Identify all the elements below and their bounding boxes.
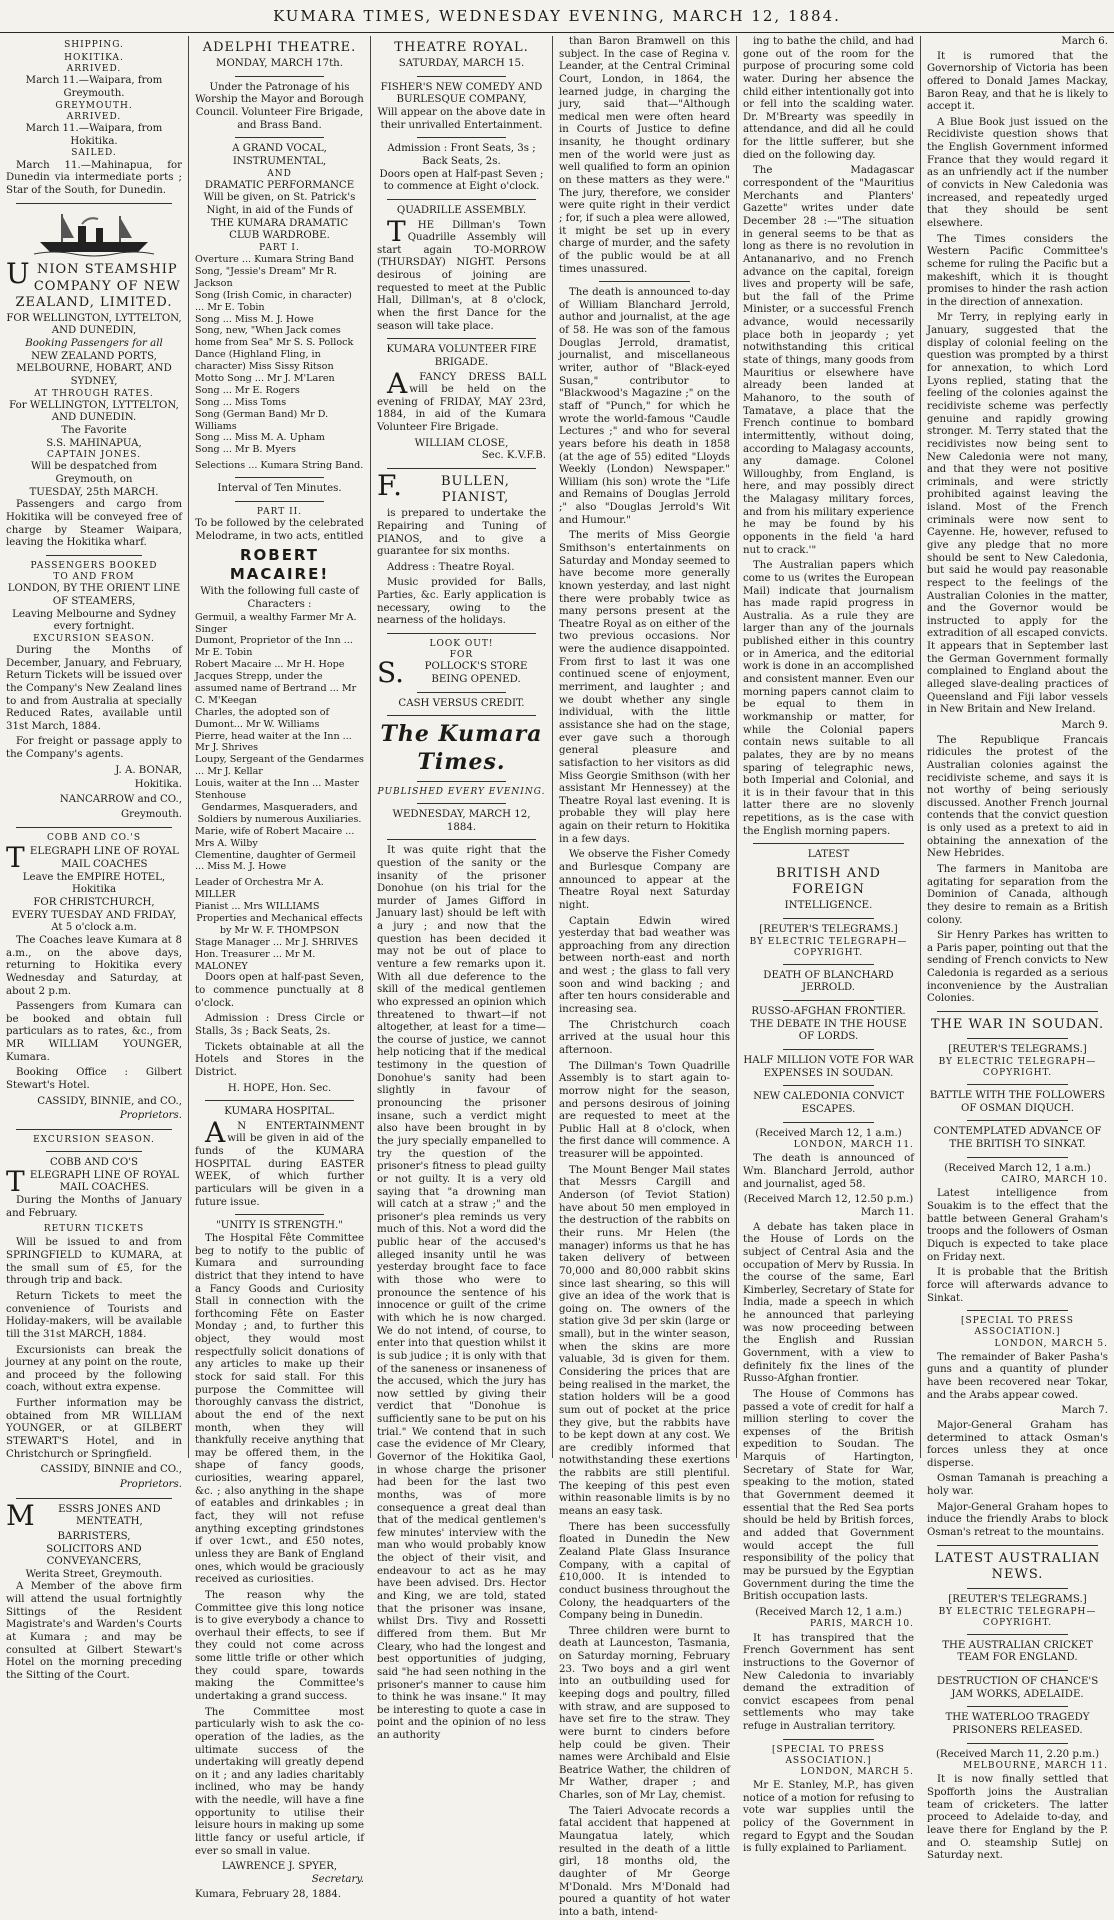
copyright-line: BY ELECTRIC TELEGRAPH—COPYRIGHT.: [938, 1056, 1097, 1078]
news-paragraph: The Australian papers which come to us (writes the European Mail) indicate that journalism has made rapid progress in Australia. As a rule they are larger than any of the journals published either in this country or in America, and the editorial work is done in an accomplished and consistent manner. Even our morning papers cannot claim to be equal to them in workmanship or matter, for while the Colonial papers contain news suitable to all palates, they are by no means sparing of telegraphic news, both Imperial and Colonial, and it is in their favour that in this latter there are no slovenly repetitions, as is the case with the English morning papers.: [743, 560, 914, 837]
return-title: RETURN TICKETS: [43, 1224, 145, 1235]
news-paragraph: ing to bathe the child, and had gone out of the room for the purpose of procuring some cold water. During her absence the child either intentionally got into or fell into the scalding water. Dr. M'Brearty was speedily in attendance, and did all he could for the little sufferer, but she died on the following day.: [743, 36, 914, 161]
ad-signature: Proprietors.: [119, 1478, 182, 1490]
ad-body: Tickets obtainable at all the Hotels and Stores in the District.: [195, 1041, 364, 1078]
cast-item: Dumont, Proprietor of the Inn ... Mr E. Tobin: [195, 635, 353, 659]
theatre-royal-title: THEATRE ROYAL.: [394, 40, 529, 55]
news-heading: RUSSO-AFGHAN FRONTIER.: [751, 1006, 906, 1018]
dateline: CAIRO, MARCH 10.: [1001, 1175, 1108, 1186]
program-item: Song ... Miss M. A. Upham: [195, 432, 325, 444]
adelphi-date: MONDAY, MARCH 17th.: [216, 58, 343, 70]
ad-line: PASSENGERS BOOKED: [30, 560, 158, 571]
news-heading: DEATH OF BLANCHARD JERROLD.: [763, 969, 894, 994]
news-heading: DESTRUCTION OF CHANCE'S JAM WORKS, ADELAIDE.: [936, 1676, 1099, 1700]
news-paragraph: A debate has taken place in the House of Lords on the subject of Central Asia and the occupation of Merv by Russia. In the course of the same, Earl Kimberley, Secretary of State for India, made a speech in which he announced that parleying was now proceeding between the English and Russian Government, with a view to definitely fix the lines of the Russo-Afghan frontier.: [743, 1221, 914, 1385]
news-paragraph: Latest intelligence from Souakim is to the effect that the battle between General Graham's troops and the followers of Osman Diquch is expected to take place on Friday next.: [927, 1188, 1108, 1263]
ad-body: AFANCY DRESS BALL will be held on the evening of FRIDAY, MAY 23rd, 1884, in aid of the Kumara Volunteer Fire Brigade.: [377, 366, 546, 434]
ad-body: A Member of the above firm will attend the usual fortnightly Sittings of the Resident Magistrate's and Warden's Courts at Kumara ; and may be consulted at Gilbert Stewart's Hotel on the morning preceding the Sitting of the Court.: [6, 1581, 182, 1681]
ad-signature: Proprietors.: [119, 1110, 182, 1122]
program-item: Song ... Miss M. J. Howe: [195, 313, 314, 325]
news-heading: CONTEMPLATED ADVANCE OF THE BRITISH TO SINKAT.: [933, 1126, 1102, 1151]
column-6: [920, 36, 1114, 1862]
agent-name: J. A. BONAR,: [115, 764, 182, 776]
news-paragraph: Major-General Graham hopes to induce the friendly Arabs to block Osman's retreat to the mountains.: [927, 1501, 1108, 1539]
ad-body: Doors open at half-past Seven, to commence punctually at 8 o'clock.: [195, 972, 364, 1009]
news-paragraph: It is probable that the British force will afterwards advance to Sinkat.: [927, 1267, 1108, 1304]
ad-body: AN ENTERTAINMENT will be given in aid of the funds of the KUMARA HOSPITAL during EASTER WEEK, of which further particulars will be given in a future issue.: [195, 1115, 364, 1208]
staff-item: Leader of Orchestra Mr A. MILLER: [195, 877, 324, 901]
staff-item: Pianist ... Mrs WILLIAMS: [195, 901, 320, 913]
shipping-line: March 11.—Mahinapua, for Dunedin via intermediate ports ; Star of the South, for Dunedin.: [6, 159, 182, 196]
ad-line: TO AND FROM: [53, 572, 135, 583]
ad-line: EVERY TUESDAY AND FRIDAY,: [11, 909, 177, 921]
ad-line: S.S. MAHINAPUA,: [46, 437, 142, 449]
ad-body: The Committee most particularly wish to ask the co-operation of the ladies, as the ultimate success of the undertaking will greatly depend on it ; and any ladies charitably inclined, who may be handy with the needle, will have a fine opportunity to utilise their leisure hours in making up some little fancy or useful article, if ever so small in value.: [195, 1706, 364, 1857]
dateline: March 6.: [1061, 36, 1108, 47]
news-paragraph: It is now finally settled that Spofforth joins the Australian team of cricketers. The latter proceed to Adelaide to-day, and leave there for England by the P. and O. steamship Sutlej on Saturday next.: [927, 1774, 1108, 1862]
ad-line: S.POLLOCK'S STORE BEING OPENED.: [377, 656, 528, 690]
program-item: Song ... Miss Toms: [195, 396, 287, 408]
special-label: [SPECIAL TO PRESS ASSOCIATION.]: [961, 1316, 1074, 1338]
ad-line: THE KUMARA DRAMATIC CLUB WARDROBE.: [210, 217, 349, 242]
dateline: PARIS, MARCH 10.: [809, 1619, 914, 1630]
reuters-label: [REUTER'S TELEGRAMS.]: [759, 923, 898, 935]
ad-line: FOR: [449, 650, 474, 661]
program-item: Selections ... Kumara String Band.: [195, 460, 364, 472]
ad-line: SATURDAY, MARCH 15.: [398, 58, 525, 70]
dateline: March 11.: [860, 1206, 914, 1218]
ad-body: Music provided for Balls, Parties, &c. Early application is necessary, owing to the nearness of the holidays.: [377, 577, 546, 627]
ad-line: Werita Street, Greymouth.: [25, 1568, 163, 1580]
issue-date: WEDNESDAY, MARCH 12, 1884.: [392, 808, 531, 833]
ad-line: BARRISTERS,: [57, 1530, 131, 1542]
ad-body: During the Months of January and February.: [6, 1195, 182, 1219]
news-heading: NEW CALEDONIA CONVICT ESCAPES.: [753, 1091, 904, 1115]
ad-line: TUESDAY, 25th MARCH.: [29, 486, 159, 498]
news-paragraph: It is rumored that the Governorship of Victoria has been offered to Donald James Mackay, Baron Reay, and that he is likely to accept it.: [927, 50, 1108, 113]
british-foreign-title: BRITISH AND FOREIGN: [776, 866, 881, 898]
part-heading: PART I.: [259, 242, 300, 253]
editorial-paragraph: It was quite right that the question of the sanity or the insanity of the prisoner Donohue (on his trial for the murder of James Gifford in January last) should be left with a jury ; and now that the question has been decided it may not be out of place to venture a few remarks upon it. With all due deference to the skill of the medical gentlemen who expressed an opinion which threatened to thwart—if not altogether, at least for a time—the course of justice, we cannot help noticing that if the medical testimony in the question of Donohue's sanity had been slightly in favour of pronouncing the prisoner insane, such a verdict might also have been brought in by the jury specially empanelled to try the question of the prisoner's fitness to plead guilty or not guilty. It is a very old saying that "a drowning man will catch at a straw ;" and the prisoner's plea reminds us very much of this. Not a word did the public hear of the accused's alleged insanity until he was yesterday brought face to face with those who were to pronounce the sentence of his innocence or guilt of the crime with which he is now charged. We do not intend, of course, to enter into that question whilst it is sub judice ; it is only with that of the saneness or insaneness of the accused, which the jury has now settled by giving their verdict that "Donohue is sufficiently sane to be put on his trial." We contend that in such case the evidence of Mr Cleary, Governor of the Hokitika Gaol, in whose charge the prisoner had been for the last two months, was of more consequence a great deal than that of the medical gentlemen's few minutes' interview with the man who would probably know the object of their visit, and endeavour to act as he may have been advised. Drs. Hector and King, we are told, stated that the prisoner was insane, whilst Drs. Tivy and Rossetti differed from them. But Mr Cleary, who had the longest and best opportunities of judging, said "he had seen nothing in the prisoner's manner to cause him to think he was insane." It may be interesting to quote a case in point and the opinion of no less an authority: [377, 845, 546, 1742]
interval-note: Interval of Ten Minutes.: [217, 483, 342, 495]
agent-name: NANCARROW and CO.,: [59, 794, 182, 806]
news-paragraph: Sir Henry Parkes has written to a Paris paper, pointing out that the sending of French convicts to New Caledonia is regarded as a serious inconvenience by the Australian Colonies.: [927, 930, 1108, 1005]
copyright-line: BY ELECTRIC TELEGRAPH—COPYRIGHT.: [749, 936, 908, 958]
ad-line: Doors open at Half-past Seven ; to commence at Eight o'clock.: [379, 168, 544, 193]
ad-body: The Coaches leave Kumara at 8 a.m., on the above days, returning to Hokitika every Wednesday and Saturday, at about 2 p.m.: [6, 934, 182, 997]
ad-line: "UNITY IS STRENGTH.": [216, 1220, 343, 1232]
ad-line: COBB AND CO'S: [50, 1157, 138, 1169]
shipping-line: ARRIVED.: [66, 64, 122, 75]
news-heading: THE DEBATE IN THE HOUSE OF LORDS.: [750, 1018, 907, 1043]
dateline: March 9.: [1061, 719, 1108, 731]
news-paragraph: The merits of Miss Georgie Smithson's entertainments on Saturday and Monday seemed to have become more generally known yesterday, and last night there were probably twice as many persons present at the Theatre Royal as on either of the two previous occasions. Nor were the audience disappointed. From first to last it was one continued scene of enjoyment, merriment, and laughter ; and we doubt whether any single individual, with the little assistance she had on the stage, ever gave such a thorough general pleasure and satisfaction to her visitors as did Miss Georgie Smithson (with her assistant Mr Hennessey) at the Theatre Royal last evening. It is probable they will play here again on their return to Hokitika in a few days.: [559, 530, 730, 845]
ad-line: FOR WELLINGTON, LYTTELTON, AND DUNEDIN,: [6, 312, 182, 337]
ad-body: Return Tickets to meet the convenience of Tourists and Holiday-makers, will be available till the 31st MARCH, 1884.: [6, 1291, 182, 1340]
dateline: March 7.: [1061, 1405, 1108, 1417]
ad-line: Leaving Melbourne and Sydney every fortnight.: [12, 608, 176, 633]
news-paragraph: Three children were burnt to death at Launceston, Tasmania, on Saturday morning, February 23. Two boys and a girl went into an outbuilding used for keeping dogs and poultry, filled with straw, and are supposed to have set fire to the straw. They were burnt to cinders before help could be given. Their names were Archibald and Elsie Beatrice Wather, the children of Mr Wather, draper ; and Charles, son of Mr Lay, chemist.: [559, 1625, 730, 1802]
program-item: Overture ... Kumara String Band: [195, 254, 354, 266]
column-4: [552, 36, 736, 1918]
column-2: [188, 36, 370, 1900]
hospital-title: KUMARA HOSPITAL.: [224, 1106, 335, 1118]
column-5: [736, 36, 920, 1855]
ad-signature: LAWRENCE J. SPYER,: [221, 1861, 338, 1873]
jones-menteath-ad: [6, 1498, 182, 1683]
ad-line: At 5 o'clock a.m.: [51, 922, 137, 934]
cast-item: Germuil, a wealthy Farmer Mr A. Singer: [195, 611, 357, 635]
ad-line: Will be given, on St. Patrick's Night, in aid of the Funds of: [203, 192, 356, 217]
shipping-line: March 11.—Waipara, from Hokitika.: [25, 123, 163, 147]
news-paragraph: The Christchurch coach arrived at the usual hour this afternoon.: [559, 1019, 730, 1056]
ad-body: The Hospital Fête Committee beg to notify to the public of Kumara and surrounding district that they intend to have a Fancy Goods and Curiosity Stall in connection with the forthcoming Fête on Easter Monday ; and, to further this object, they would most respectfully solicit donations of any articles to make up their stock for said stall. For this purpose the Committee will thoroughly canvass the district, about the end of the next month, when they will thankfully receive anything that may be offered them, in the shape of fancy goods, curiosities, wearing apparel, &c. ; also anything in the shape of eatables and drinkables ; in fact, they will not refuse anything excepting grindstones if over 1cwt., and £50 notes, unless they are Bank of England ones, which would be graciously received as curiosities.: [195, 1232, 364, 1586]
received-line: (Received March 12, 1 a.m.): [944, 1162, 1091, 1174]
cast-item: Louis, waiter at the Inn ... Master Stenhouse: [195, 778, 359, 802]
play-title: ROBERT MACAIRE!: [229, 546, 330, 583]
bullen-title: F.BULLEN, PIANIST,: [377, 469, 510, 506]
agent-name: Greymouth.: [120, 808, 182, 820]
news-paragraph: Mr E. Stanley, M.P., has given notice of a motion for refusing to vote war supplies until the policy of the Government in regard to Egypt and the Soudan is fully explained to Parliament.: [743, 1780, 914, 1855]
quadrille-title: QUADRILLE ASSEMBLY.: [396, 204, 527, 216]
shipping-line: ARRIVED.: [66, 111, 122, 122]
ad-line: The Favorite: [61, 425, 127, 437]
ad-line: DRAMATIC PERFORMANCE: [204, 179, 355, 191]
column-3: [370, 36, 552, 1742]
ad-line: AT THROUGH RATES.: [34, 388, 154, 399]
program-item: Song ... Mr B. Myers: [195, 444, 296, 456]
shipping-title: SHIPPING.: [64, 40, 124, 50]
ad-body: Address : Theatre Royal.: [387, 561, 515, 573]
news-paragraph: The Madagascar correspondent of the "Mauritius Merchants and Planters' Gazette" writes under date December 28 :—"The situation in general seems to be that as long as there is no revolution in Antananarivo, and no French advance on the capital, foreign lives and property will be safe, but the fall of the Prime Minister, or a successful French advance, would necessarily place both in jeopardy ; yet notwithstanding this critical state of things, many goods from Mauritius or elsewhere have already been landed at Mahanoro, to the south of Tamatave, a place that the French continue to bombard intermittently, without doing, according to Malagasy accounts, any damage. Colonel Willoughby, from England, is here, and may possibly direct the Malagasy military forces, and from his military experience he may be found by his opponents in the field 'a hard nut to crack.'": [743, 165, 914, 556]
news-paragraph: The Times considers the Western Pacific Committee's scheme for ruling the Pacific but a makeshift, which it is thought promises to hinder the rash action in the direction of annexation.: [927, 233, 1108, 308]
ad-line: FOR CHRISTCHURCH,: [33, 897, 155, 909]
ad-line: With the following full caste of Characters :: [200, 586, 359, 611]
cast-item: Pierre, head waiter at the Inn ... Mr J. Shrives: [195, 730, 352, 754]
cast-item: Loupy, Sergeant of the Gendarmes ... Mr J. Kellar: [195, 754, 364, 778]
news-paragraph: Major-General Graham has determined to attack Osman's forces unless they at once disperse.: [927, 1419, 1108, 1469]
newspaper-nameplate: The Kumara Times.: [380, 721, 543, 775]
ad-body: Excursionists can break the journey at any point on the route, and proceed by the following coach, without extra expense.: [6, 1344, 182, 1394]
ad-body: Passengers from Kumara can be booked and obtain full particulars as to rates, &c., from MR WILLIAM YOUNGER, Kumara.: [6, 1001, 182, 1063]
news-paragraph: The remainder of Baker Pasha's guns and a quantity of plunder have been recovered near Tokar, and the Arabs appear cowed.: [927, 1351, 1108, 1401]
part-heading: PART II.: [256, 506, 303, 517]
ad-body: Booking Office : Gilbert Stewart's Hotel.: [6, 1067, 182, 1091]
news-paragraph: There has been successfully floated in Dunedin the New Zealand Plate Glass Insurance Company, with a capital of £10,000. It is intended to conduct business throughout the Colony, the headquarters of the Company being in Dunedin.: [559, 1521, 730, 1622]
reuters-label: [REUTER'S TELEGRAMS.]: [948, 1044, 1087, 1056]
ad-line: LONDON, BY THE ORIENT LINE OF STEAMERS,: [7, 583, 181, 607]
steamship-icon: [34, 210, 154, 256]
ad-body: is prepared to undertake the Repairing and Tuning of PIANOS, and to give a guarantee for six months.: [377, 508, 546, 558]
ad-date: Kumara, February 28, 1884.: [195, 1888, 342, 1900]
news-paragraph: The Republique Francais ridicules the protest of the Australian colonies against the recidiviste scheme, and says it is not worthy of being seriously discussed. Another French journal contends that the convict question is only used as a pretext to aid in obtaining the annexation of the New Hebrides.: [927, 734, 1108, 860]
news-paragraph: We observe the Fisher Comedy and Burlesque Company are announced to appear at the Theatre Royal next Saturday night.: [559, 849, 730, 911]
news-paragraph: The death is announced to-day of William Blanchard Jerrold, author and journalist, at the age of 58. He was son of the famous Douglas Jerrold, dramatist, journalist, and miscellaneous writer, author of "Black-eyed Susan," contributor to "Blackwood's Magazine ;" on the staff of "Punch," for which he wrote the world-famous "Caudle Lectures ;" and who for several years before his death in 1858 (at the age of 55) edited "Lloyds Weekly (London) Newspaper." William (his son) wrote the "Life and Remains of Douglas Jerrold ;" also "Douglas Jerrold's Wit and Humour.": [559, 287, 730, 526]
reuters-label: [REUTER'S TELEGRAMS.]: [948, 1593, 1087, 1605]
ad-signature: H. HOPE, Hon. Sec.: [227, 1082, 332, 1094]
copyright-line: BY ELECTRIC TELEGRAPH—COPYRIGHT.: [938, 1606, 1097, 1628]
ad-signature: CASSIDY, BINNIE and CO.,: [40, 1464, 182, 1476]
ad-body: During the Months of December, January, and February, Return Tickets will be issued over the Company's New Zealand lines to and from Australia at specially Reduced Rates, available until 31st March, 1884.: [6, 644, 182, 732]
ad-line: CASH VERSUS CREDIT.: [398, 697, 525, 709]
news-paragraph: It has transpired that the French Government has sent instructions to the Governor of New Caledonia to invariably demand the extradition of convict escapees from penal settlements who may take refuge in Australian territory.: [743, 1632, 914, 1733]
ad-body: Further information may be obtained from MR WILLIAM YOUNGER, or at GILBERT STEWART'S Hotel, and in Christchurch or Springfield.: [6, 1398, 182, 1460]
received-line: (Received March 11, 2.20 p.m.): [935, 1748, 1100, 1760]
ad-line: TELEGRAPH LINE OF ROYAL MAIL COACHES.: [6, 1164, 179, 1198]
ad-line: EXCURSION SEASON.: [33, 633, 155, 644]
news-heading: BATTLE WITH THE FOLLOWERS OF OSMAN DIQUCH.: [929, 1090, 1106, 1114]
union-steamship-ad: [6, 257, 182, 821]
staff-item: Stage Manager ... Mr J. SHRIVES: [195, 936, 359, 948]
ad-line: AND: [267, 168, 292, 179]
lookout-line: LOOK OUT!: [429, 639, 494, 650]
news-paragraph: A Blue Book just issued on the Recidiviste question shows that the English Government informed France that they would regard it as an unfriendly act if the number of convicts in New Caledonia was increased, and repeatedly urged that they should be sent elsewhere.: [927, 116, 1108, 229]
war-soudan-title: THE WAR IN SOUDAN.: [930, 1017, 1105, 1033]
ad-body: THE Dillman's Town Quadrille Assembly will start again TO-MORROW (THURSDAY) NIGHT. Persons desirous of joining are requested to meet at the Public Hall, Dillman's, at 8 o'clock, when the first Dance for the season will take place.: [377, 214, 546, 332]
cast-item: Robert Macaire ... Mr H. Hope: [195, 659, 345, 671]
cobb-title: COBB AND CO.'S: [46, 833, 142, 844]
received-line: (Received March 12, 12.50 p.m.): [743, 1194, 914, 1206]
ad-body: Will be issued to and from SPRINGFIELD to KUMARA, at the small sum of £5, for the through trip and back.: [6, 1237, 182, 1287]
dateline: MELBOURNE, MARCH 11.: [963, 1761, 1108, 1772]
news-paragraph: The death is announced of Wm. Blanchard Jerrold, author and journalist, aged 58.: [743, 1153, 914, 1190]
program-item: Song, new, "When Jack comes home from Sea" Mr S. S. Pollock: [195, 325, 354, 349]
masthead: KUMARA TIMES, WEDNESDAY EVENING, MARCH 12, 1884.: [0, 0, 1114, 33]
news-paragraph: than Baron Bramwell on this subject. In the case of Regina v. Leander, at the Central Criminal Court, London, in 1864, the learned judge, in charging the jury, said that—"Although medical men were often heard in Courts of Justice to define insanity, he thought ordinary men of the world were just as well qualified to form an opinion on these matters as they were." The jury, therefore, we consider were quite right in their verdict ; for, if such a plea were allowed, it might be set up in every charge of murder, and the safety of the public would be at all times unassured.: [559, 36, 730, 275]
news-paragraph: The Dillman's Town Quadrille Assembly is to start again to-morrow night for the season, and persons desirous of joining are requested to meet at the Public Hall at 8 o'clock, when the first dance will commence. A treasurer will be appointed.: [559, 1060, 730, 1161]
news-paragraph: Osman Tamanah is preaching a holy war.: [927, 1473, 1108, 1498]
ad-body: The reason why the Committee give this long notice is to give everybody a chance to overhaul their effects, to see if they could not come across some little trifle or other which they could spare, towards making the Committee's undertaking a grand success.: [195, 1589, 364, 1702]
section-subtitle: INTELLIGENCE.: [784, 900, 873, 912]
shipping-line: GREYMOUTH.: [55, 100, 133, 111]
agent-name: Hokitika.: [134, 779, 182, 791]
ad-line: For WELLINGTON, LYTTELTON, AND DUNEDIN.: [9, 399, 179, 424]
adelphi-title: ADELPHI THEATRE.: [202, 40, 357, 55]
ad-body: Passengers and cargo from Hokitika will be conveyed free of charge by Steamer Waipara, leaving the Hokitika wharf.: [6, 499, 182, 549]
dateline: LONDON, MARCH 5.: [994, 1338, 1108, 1349]
excursion-title: EXCURSION SEASON.: [33, 1134, 155, 1145]
ad-line: Leave the EMPIRE HOTEL, Hokitika: [22, 871, 166, 896]
ad-line: Booking Passengers for all: [25, 338, 163, 350]
ad-line: FISHER'S NEW COMEDY AND BURLESQUE COMPANY,: [380, 81, 543, 106]
ad-line: Admission : Front Seats, 3s ; Back Seats, 2s.: [387, 143, 536, 167]
column-1: [0, 36, 188, 1681]
ad-line: Under the Patronage of his Worship the Mayor and Borough Council. Volunteer Fire Brigade, and Brass Band.: [195, 81, 364, 131]
cast-item: Jacques Strepp, under the assumed name of Bertrand ... Mr C. M'Keegan: [195, 671, 357, 706]
fire-brigade-title: KUMARA VOLUNTEER FIRE BRIGADE.: [386, 344, 537, 368]
program-item: Song, "Jessie's Dream" Mr R. Jackson: [195, 266, 337, 289]
special-label: [SPECIAL TO PRESS ASSOCIATION.]: [772, 1744, 885, 1766]
ad-line: NEW ZEALAND PORTS, MELBOURNE, HOBART, AND SYDNEY,: [16, 350, 172, 387]
union-steamship-title: UNION STEAMSHIP COMPANY OF NEW ZEALAND, LIMITED.: [6, 257, 181, 310]
cast-item: Charles, the adopted son of Dumont... Mr W. Williams: [195, 706, 330, 730]
news-paragraph: Captain Edwin wired yesterday that bad weather was approaching from any direction between north-east and north and west ; the glass to fall very soon and wind backing ; and after ten hours considerable and increasing sea.: [559, 915, 730, 1016]
section-kicker: LATEST: [807, 849, 850, 861]
australian-news-title: LATEST AUSTRALIAN NEWS.: [934, 1550, 1101, 1582]
ad-signature: Sec. K.V.F.B.: [481, 450, 546, 462]
program-item: Song (German Band) Mr D. Williams: [195, 408, 329, 432]
news-paragraph: The House of Commons has passed a vote of credit for half a million sterling to cover the expenses of the British expedition to Soudan. The Marquis of Hartington, Secretary of State for War, speaking to the motion, stated that Government deemed it essential that the Red Sea ports should be held by British forces, and added that Government would accept the full responsibility of the policy that may be pursued by the Egyptian Government during the time the British occupation lasts.: [743, 1388, 914, 1603]
cast-item: Marie, wife of Robert Macaire ... Mrs A. Wilby: [195, 825, 355, 849]
news-paragraph: The Mount Benger Mail states that Messrs Cargill and Anderson (of Teviot Station) have about 50 men employed in the destruction of the rabbits on their runs. Mr Helen (the manager) informs us that he has taken delivery of between 70,000 and 80,000 rabbit skins since last shearing, so this will give an idea of the work that is going on. The owners of the station give 3d per skin (large or small), but in the winter season, when the skins are more valuable, 3d is given for them. Considering the prices that are being realised in the market, the station holders will be a good sum out of pocket at the price they give, but the rabbits have to be kept down at any cost. We are credibly informed that notwithstanding these exertions the rabbits are still plentiful. The keeping of this pest even within reasonable limits is by no means an easy task.: [559, 1164, 730, 1518]
cobb-coaches-ad: [6, 833, 182, 1123]
dateline: LONDON, MARCH 5.: [800, 1767, 914, 1778]
ad-line: SOLICITORS AND CONVEYANCERS,: [46, 1543, 142, 1568]
dateline: LONDON, MARCH 11.: [793, 1140, 914, 1151]
ad-body: Admission : Dress Circle or Stalls, 3s ; Back Seats, 2s.: [195, 1013, 364, 1037]
cast-item: Gendarmes, Masqueraders, and Soldiers by numerous Auxiliaries.: [197, 801, 362, 825]
staff-item: Properties and Mechanical effects by Mr W. F. THOMPSON: [196, 912, 363, 936]
received-line: (Received March 12, 1 a.m.): [755, 1606, 902, 1618]
ad-line: CAPTAIN JONES.: [47, 450, 141, 461]
excursion-ad: [6, 1135, 182, 1492]
published-line: PUBLISHED EVERY EVENING.: [377, 786, 546, 797]
received-line: (Received March 12, 1 a.m.): [755, 1127, 902, 1139]
menteath-title: MESSRS JONES AND MENTEATH,: [6, 1498, 161, 1532]
program-item: Dance (Highland Fling, in character) Miss Sissy Ritson: [195, 349, 334, 373]
ad-line: A GRAND VOCAL, INSTRUMENTAL,: [232, 143, 327, 167]
shipping-section: [6, 40, 182, 197]
news-paragraph: The Taieri Advocate records a fatal accident that happened at Maungatua lately, which resulted in the death of a little girl, 18 months old, the daughter of Mr George M'Donald. Mrs M'Donald had poured a quantity of hot water into a bath, intend-: [559, 1805, 730, 1918]
program-item: Motto Song ... Mr J. M'Laren: [195, 373, 335, 385]
news-heading: THE WATERLOO TRAGEDY PRISONERS RELEASED.: [945, 1712, 1090, 1737]
shipping-line: March 11.—Waipara, from Greymouth.: [25, 75, 163, 100]
news-paragraph: Mr Terry, in replying early in January, suggested that the display of colonial feeling on the question was prompted by a thirst for annexation, to which Lord Lyons replied, stating that the feeling of the colonies against the recidiviste scheme was perfectly genuine and rapidly growing stronger. M. Terry stated that the recidivistes now being sent to New Caledonia were not many, and that they were not positive criminals, and were strictly prohibited against leaving the island. Most of the French criminals were now sent to Cayenne. He, however, refused to give any pledge that no more should be sent to New Caledonia, but said he would pay reasonable respect to the feelings of the Australian Colonies in the matter, and the Governor would be instructed to apply for the extradition of all escaped convicts. It appears that in September last the German Government formally complained to England about the alleged slave-dealing practices of Queensland and Fiji labor vessels in New Britain and New Ireland.: [927, 312, 1108, 716]
news-heading: THE AUSTRALIAN CRICKET TEAM FOR ENGLAND.: [942, 1639, 1093, 1664]
ad-line: Will be despatched from Greymouth, on: [30, 461, 158, 486]
ad-line: TELEGRAPH LINE OF ROYAL MAIL COACHES: [6, 841, 179, 875]
ad-line: Will appear on the above date in their unrivalled Entertainment.: [377, 107, 546, 131]
ad-line: To be followed by the celebrated Melodrame, in two acts, entitled: [195, 517, 364, 542]
ad-signature: CASSIDY, BINNIE, and CO.,: [37, 1095, 182, 1107]
ad-body: For freight or passage apply to the Company's agents.: [6, 736, 182, 761]
ad-signature: WILLIAM CLOSE,: [414, 437, 509, 449]
ad-signature: Secretary.: [311, 1873, 364, 1885]
program-item: Song (Irish Comic, in character) ... Mr E. Tobin: [195, 289, 352, 313]
staff-item: Hon. Treasurer ... Mr M. MALONEY: [195, 948, 316, 972]
cast-item: Clementine, daughter of Germeil ... Miss M. J. Howe: [195, 849, 356, 873]
shipping-line: HOKITIKA.: [64, 53, 124, 64]
program-item: Song ... Mr E. Rogers: [195, 384, 300, 396]
news-heading: HALF MILLION VOTE FOR WAR EXPENSES IN SOUDAN.: [743, 1055, 914, 1079]
shipping-line: SAILED.: [71, 148, 117, 159]
news-paragraph: The farmers in Manitoba are agitating for separation from the Dominion of Canada, although they desire to remain as a British colony.: [927, 864, 1108, 926]
